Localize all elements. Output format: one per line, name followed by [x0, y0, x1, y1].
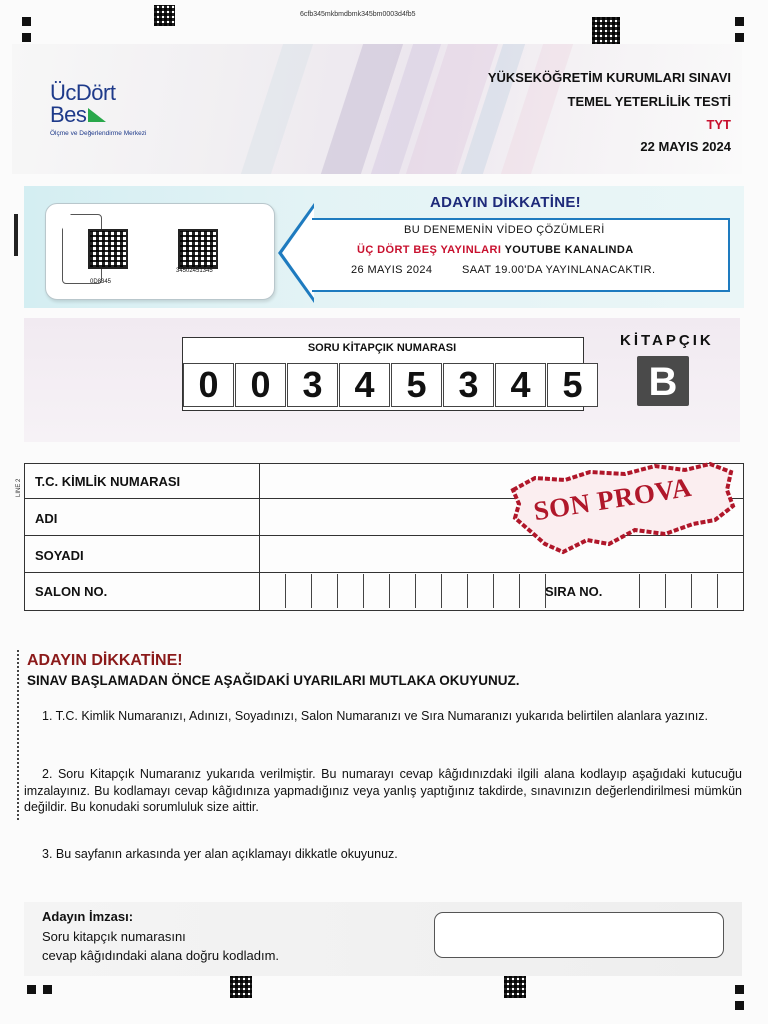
signature-title: Adayın İmzası: [42, 909, 134, 924]
booklet-digit: 4 [339, 363, 390, 407]
arrow-icon-inner [282, 208, 314, 298]
seat-cell[interactable] [665, 574, 691, 608]
booklet-type-label: KİTAPÇIK [620, 332, 714, 349]
banner-line: BU DENEMENİN VİDEO ÇÖZÜMLERİ [404, 224, 605, 236]
signature-box[interactable] [434, 912, 724, 958]
margin-bar [14, 214, 18, 256]
qr-code-icon [592, 17, 620, 45]
salon-cell[interactable] [467, 574, 493, 608]
brand-logo-text: ÜcDört [50, 80, 116, 105]
salon-cell[interactable] [311, 574, 337, 608]
salon-cell[interactable] [441, 574, 467, 608]
booklet-number-title: SORU KİTAPÇIK NUMARASI [307, 342, 457, 354]
registration-mark [27, 985, 36, 994]
form-label: T.C. KİMLİK NUMARASI [35, 474, 181, 489]
booklet-digit: 5 [391, 363, 442, 407]
instruction-item: 1. T.C. Kimlik Numaranızı, Adınızı, Soyadınızı, Salon Numaranızı ve Sıra Numaranızı yukarıda belirtilen alanlara yazınız. [42, 709, 709, 723]
banner-line-rest: YOUTUBE KANALINDA [501, 244, 634, 256]
booklet-digit: 0 [235, 363, 286, 407]
booklet-digit: 0 [183, 363, 234, 407]
salon-cell[interactable] [363, 574, 389, 608]
stamp-text: SON PROVA [531, 471, 694, 527]
signature-text: cevap kâğıdındaki alana doğru kodladım. [42, 948, 280, 963]
registration-mark [735, 17, 744, 26]
son-prova-stamp [505, 460, 737, 560]
brand-logo-text: Bes [50, 102, 87, 127]
brand-logo-icon [88, 108, 106, 122]
qr-code-label: 34502451345 [176, 268, 213, 274]
qr-code-icon [178, 229, 218, 269]
exam-date: 22 MAYIS 2024 [640, 139, 731, 154]
exam-name: YÜKSEKÖĞRETİM KURUMLARI SINAVI [487, 70, 731, 85]
registration-mark [43, 985, 52, 994]
table-divider [259, 464, 260, 610]
registration-mark [735, 1001, 744, 1010]
banner-channel-name: ÜÇ DÖRT BEŞ YAYINLARI [357, 244, 502, 256]
booklet-type-badge: B [637, 356, 689, 406]
salon-cell[interactable] [415, 574, 441, 608]
instructions-subtitle: SINAV BAŞLAMADAN ÖNCE AŞAĞIDAKİ UYARILARI MUTLAKA OKUYUNUZ. [27, 673, 520, 688]
banner-time: SAAT 19.00'DA YAYINLANACAKTIR. [462, 264, 656, 276]
brand-subtitle: Ölçme ve Değerlendirme Merkezi [50, 130, 147, 137]
qr-card [45, 203, 275, 300]
salon-cell[interactable] [493, 574, 519, 608]
registration-mark [735, 985, 744, 994]
booklet-digit: 3 [287, 363, 338, 407]
salon-cell[interactable] [519, 574, 546, 608]
signature-text: Soru kitapçık numarasını [42, 929, 186, 944]
seat-cell[interactable] [691, 574, 717, 608]
test-name: TEMEL YETERLİLİK TESTİ [567, 94, 731, 109]
qr-code-icon [230, 976, 252, 998]
qr-code-icon [88, 229, 128, 269]
registration-mark [22, 17, 31, 26]
booklet-digit: 5 [547, 363, 598, 407]
booklet-digit: 3 [443, 363, 494, 407]
booklet-number-digits [183, 363, 599, 407]
qr-code-icon [154, 5, 175, 26]
salon-cell[interactable] [389, 574, 415, 608]
qr-code-icon [504, 976, 526, 998]
banner-date: 26 MAYIS 2024 [351, 264, 433, 276]
form-label: ADI [35, 511, 58, 526]
registration-mark [22, 33, 31, 42]
banner-title: ADAYIN DİKKATİNE! [430, 194, 581, 211]
salon-cell[interactable] [285, 574, 311, 608]
booklet-digit: 4 [495, 363, 546, 407]
instruction-item: 2. Soru Kitapçık Numaranız yukarıda verilmiştir. Bu numarayı cevap kâğıdınızdaki ilgili alana kodlayıp aşağıdaki kutucuğu imzalayınız. Bu kodlamayı cevap kâğıdınıza yapmadığınız veya yanlış yaptığınız takdirde, sınavınızın değerlendirilmesi mümkün değildir. Bu konudaki sorumluluk size aittir. [24, 767, 742, 814]
banner-line [357, 244, 634, 256]
margin-dots [17, 650, 19, 820]
instructions-title: ADAYIN DİKKATİNE! [27, 652, 183, 669]
side-label: LINE 2 [16, 478, 22, 497]
top-code-text: 6cfb345mkbmdbmk345bm0003d4fb5 [300, 11, 416, 18]
header-band [12, 44, 742, 174]
test-code: TYT [706, 117, 731, 132]
form-label: SALON NO. [35, 584, 108, 599]
registration-mark [735, 33, 744, 42]
seat-cell[interactable] [639, 574, 665, 608]
form-label: SOYADI [35, 548, 84, 563]
instruction-item: 3. Bu sayfanın arkasında yer alan açıklamayı dikkatle okuyunuz. [42, 847, 398, 861]
seat-cell[interactable] [717, 574, 742, 608]
qr-code-label: 0D8345 [90, 279, 112, 285]
salon-cell[interactable] [337, 574, 363, 608]
form-label: SIRA NO. [545, 584, 603, 599]
